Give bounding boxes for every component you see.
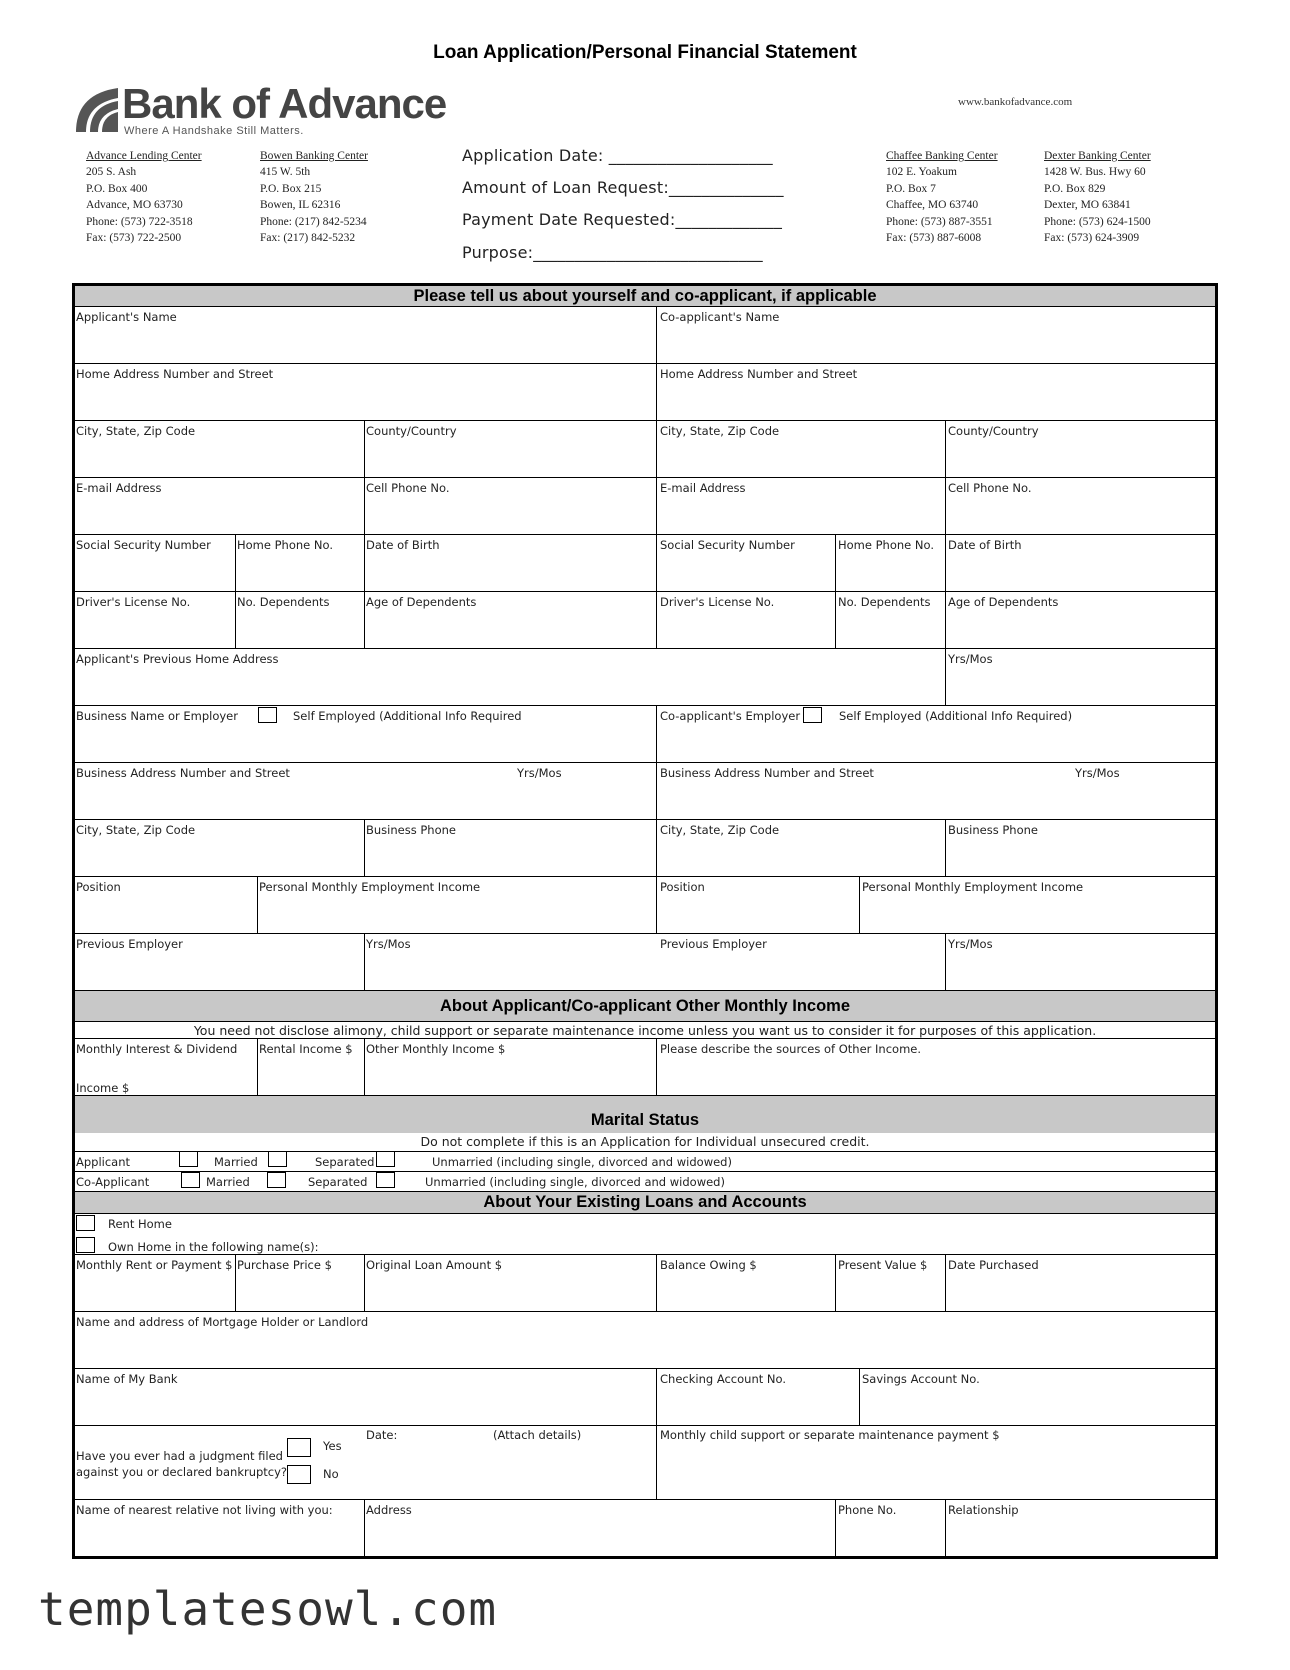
branch-name: Bowen Banking Center <box>260 150 368 162</box>
label-age-dependents: Age of Dependents <box>366 595 477 609</box>
label-describe-sources: Please describe the sources of Other Income. <box>660 1042 922 1056</box>
label-ssn: Social Security Number <box>76 538 211 552</box>
page-title: Loan Application/Personal Financial Statement <box>433 42 857 63</box>
branch-chaffee <box>886 148 998 246</box>
branch-line: Dexter, MO 63841 <box>1044 199 1131 212</box>
label-checking: Checking Account No. <box>660 1372 786 1386</box>
branch-line: Fax: (573) 722-2500 <box>86 232 182 245</box>
label-no: No <box>323 1467 339 1481</box>
application-form <box>72 283 1218 1559</box>
label-coapplicant-married: Married <box>206 1175 250 1189</box>
label-city-state-zip: City, State, Zip Code <box>76 424 196 438</box>
label-prev-yrs-mos: Yrs/Mos <box>948 652 993 666</box>
own-home-checkbox[interactable] <box>76 1237 95 1253</box>
label-business-city: City, State, Zip Code <box>76 823 196 837</box>
label-yes: Yes <box>323 1439 342 1453</box>
label-previous-employer: Previous Employer <box>76 937 183 951</box>
label-own-home: Own Home in the following name(s): <box>108 1240 319 1254</box>
label-coapplicant-employer: Co-applicant's Employer <box>660 709 801 723</box>
co-self-employed-checkbox[interactable] <box>803 707 822 723</box>
label-prev-emp-yrs-mos: Yrs/Mos <box>366 937 411 951</box>
branch-line: Fax: (573) 887-6008 <box>886 232 982 245</box>
label-position: Position <box>76 880 121 894</box>
branch-line: Bowen, IL 62316 <box>260 199 341 212</box>
label-co-ssn: Social Security Number <box>660 538 795 552</box>
label-name-of-bank: Name of My Bank <box>76 1372 178 1386</box>
applicant-separated-checkbox[interactable] <box>268 1151 287 1167</box>
label-business-phone: Business Phone <box>366 823 456 837</box>
self-employed-checkbox[interactable] <box>258 707 277 723</box>
branch-line: Fax: (573) 624-3909 <box>1044 232 1140 245</box>
label-home-address: Home Address Number and Street <box>76 367 274 381</box>
label-purchase-price: Purchase Price $ <box>237 1258 332 1272</box>
section-header-loans: About Your Existing Loans and Accounts <box>75 1192 1215 1213</box>
label-mortgage-holder: Name and address of Mortgage Holder or Landlord <box>76 1315 369 1329</box>
branch-line: Phone: (573) 722-3518 <box>86 215 193 228</box>
label-co-home-address: Home Address Number and Street <box>660 367 858 381</box>
branch-name: Dexter Banking Center <box>1044 150 1151 162</box>
label-co-personal-income: Personal Monthly Employment Income <box>862 880 1084 894</box>
watermark: templatesowl.com <box>38 1582 498 1636</box>
label-judgment-date: Date: <box>366 1428 398 1442</box>
label-rental-income: Rental Income $ <box>259 1042 353 1056</box>
label-self-employed: Self Employed (Additional Info Required <box>293 709 522 723</box>
branch-line: P.O. Box 400 <box>86 182 148 195</box>
label-other-monthly-income: Other Monthly Income $ <box>366 1042 506 1056</box>
label-date-purchased: Date Purchased <box>948 1258 1039 1272</box>
judgment-no-checkbox[interactable] <box>287 1465 311 1484</box>
label-county-country: County/Country <box>366 424 457 438</box>
label-drivers-license: Driver's License No. <box>76 595 191 609</box>
label-co-cell-phone: Cell Phone No. <box>948 481 1032 495</box>
branch-line: Phone: (217) 842-5234 <box>260 215 367 228</box>
label-co-home-phone: Home Phone No. <box>838 538 934 552</box>
label-applicant-married: Married <box>214 1155 258 1169</box>
label-relative-phone: Phone No. <box>838 1503 897 1517</box>
application-date-field[interactable]: Application Date: ____________________ <box>462 146 773 165</box>
purpose-field[interactable]: Purpose:____________________________ <box>462 243 763 262</box>
label-co-email: E-mail Address <box>660 481 746 495</box>
label-co-prev-emp-yrs-mos: Yrs/Mos <box>948 937 993 951</box>
label-dob: Date of Birth <box>366 538 440 552</box>
label-business-address: Business Address Number and Street <box>76 766 290 780</box>
bank-name: Bank of Advance <box>122 80 447 127</box>
coapplicant-unmarried-checkbox[interactable] <box>376 1172 395 1188</box>
label-applicant-separated: Separated <box>315 1155 375 1169</box>
marital-note: Do not complete if this is an Application for Individual unsecured credit. <box>420 1134 870 1149</box>
label-co-business-address: Business Address Number and Street <box>660 766 874 780</box>
label-monthly-interest: Monthly Interest & Dividend <box>76 1042 238 1056</box>
branch-name: Advance Lending Center <box>86 150 202 162</box>
branch-line: P.O. Box 215 <box>260 182 322 195</box>
label-relationship: Relationship <box>948 1503 1019 1517</box>
label-monthly-rent: Monthly Rent or Payment $ <box>76 1258 233 1272</box>
label-judgment-1: Have you ever had a judgment filed <box>76 1449 283 1463</box>
label-applicants-name: Applicant's Name <box>76 310 177 324</box>
label-co-previous-employer: Previous Employer <box>660 937 767 951</box>
branch-line: Phone: (573) 887-3551 <box>886 215 993 228</box>
judgment-yes-checkbox[interactable] <box>287 1438 311 1457</box>
label-original-loan: Original Loan Amount $ <box>366 1258 503 1272</box>
other-income-note: You need not disclose alimony, child support or separate maintenance income unless you want us to consider it for purposes of this application. <box>193 1023 1097 1038</box>
label-coapplicant-unmarried: Unmarried (including single, divorced and widowed) <box>425 1175 725 1189</box>
bank-tagline: Where A Handshake Still Matters. <box>124 125 304 137</box>
loan-amount-field[interactable]: Amount of Loan Request:______________ <box>462 178 784 197</box>
section-header-marital: Marital Status <box>75 1096 1215 1133</box>
branch-line: Fax: (217) 842-5232 <box>260 232 356 245</box>
branch-line: 415 W. 5th <box>260 166 311 179</box>
label-co-business-phone: Business Phone <box>948 823 1038 837</box>
label-balance-owing: Balance Owing $ <box>660 1258 757 1272</box>
label-co-business-city: City, State, Zip Code <box>660 823 780 837</box>
label-nearest-relative: Name of nearest relative not living with you: <box>76 1503 333 1517</box>
label-co-no-dependents: No. Dependents <box>838 595 931 609</box>
label-cell-phone: Cell Phone No. <box>366 481 450 495</box>
applicant-married-checkbox[interactable] <box>179 1151 198 1167</box>
label-coapplicant-separated: Separated <box>308 1175 368 1189</box>
label-marital-applicant: Applicant <box>76 1155 131 1169</box>
branch-line: 102 E. Yoakum <box>886 166 957 179</box>
section-header-other-income: About Applicant/Co-applicant Other Monthly Income <box>75 991 1215 1021</box>
label-applicant-unmarried: Unmarried (including single, divorced and widowed) <box>432 1155 732 1169</box>
label-co-dob: Date of Birth <box>948 538 1022 552</box>
label-co-city-state-zip: City, State, Zip Code <box>660 424 780 438</box>
label-coapplicants-name: Co-applicant's Name <box>660 310 780 324</box>
label-email: E-mail Address <box>76 481 162 495</box>
branch-line: Chaffee, MO 63740 <box>886 199 979 212</box>
branch-bowen <box>260 148 368 246</box>
label-rent-home: Rent Home <box>108 1217 172 1231</box>
branch-dexter <box>1044 148 1151 246</box>
label-income-dollar: Income $ <box>76 1081 130 1095</box>
label-marital-coapplicant: Co-Applicant <box>76 1175 150 1189</box>
label-co-position: Position <box>660 880 705 894</box>
label-home-phone: Home Phone No. <box>237 538 333 552</box>
swoosh-logo-icon <box>76 88 118 132</box>
website-link[interactable]: www.bankofadvance.com <box>958 96 1073 108</box>
branch-advance <box>86 148 202 246</box>
label-business-yrs-mos: Yrs/Mos <box>517 766 562 780</box>
branch-line: 1428 W. Bus. Hwy 60 <box>1044 166 1146 179</box>
section-header-about-you: Please tell us about yourself and co-applicant, if applicable <box>75 286 1215 306</box>
label-relative-address: Address <box>366 1503 412 1517</box>
coapplicant-married-checkbox[interactable] <box>181 1172 200 1188</box>
label-attach-details: (Attach details) <box>493 1428 582 1442</box>
label-co-age-dependents: Age of Dependents <box>948 595 1059 609</box>
label-personal-income: Personal Monthly Employment Income <box>259 880 481 894</box>
coapplicant-separated-checkbox[interactable] <box>267 1172 286 1188</box>
label-judgment-2: against you or declared bankruptcy? <box>76 1465 288 1479</box>
label-savings: Savings Account No. <box>862 1372 980 1386</box>
rent-home-checkbox[interactable] <box>76 1215 95 1231</box>
branch-line: 205 S. Ash <box>86 166 137 179</box>
label-child-support: Monthly child support or separate maintenance payment $ <box>660 1428 1000 1442</box>
branch-line: Advance, MO 63730 <box>86 199 183 212</box>
label-present-value: Present Value $ <box>838 1258 928 1272</box>
branch-line: Phone: (573) 624-1500 <box>1044 215 1151 228</box>
label-no-dependents: No. Dependents <box>237 595 330 609</box>
label-business-name: Business Name or Employer <box>76 709 238 723</box>
label-co-county-country: County/Country <box>948 424 1039 438</box>
applicant-unmarried-checkbox[interactable] <box>376 1151 395 1167</box>
label-co-self-employed: Self Employed (Additional Info Required) <box>839 709 1073 723</box>
branch-name: Chaffee Banking Center <box>886 150 998 162</box>
branch-line: P.O. Box 829 <box>1044 182 1106 195</box>
payment-date-field[interactable]: Payment Date Requested:_____________ <box>462 210 783 229</box>
branch-line: P.O. Box 7 <box>886 182 936 195</box>
label-prev-home-address: Applicant's Previous Home Address <box>76 652 279 666</box>
label-co-drivers-license: Driver's License No. <box>660 595 775 609</box>
label-co-business-yrs-mos: Yrs/Mos <box>1075 766 1120 780</box>
